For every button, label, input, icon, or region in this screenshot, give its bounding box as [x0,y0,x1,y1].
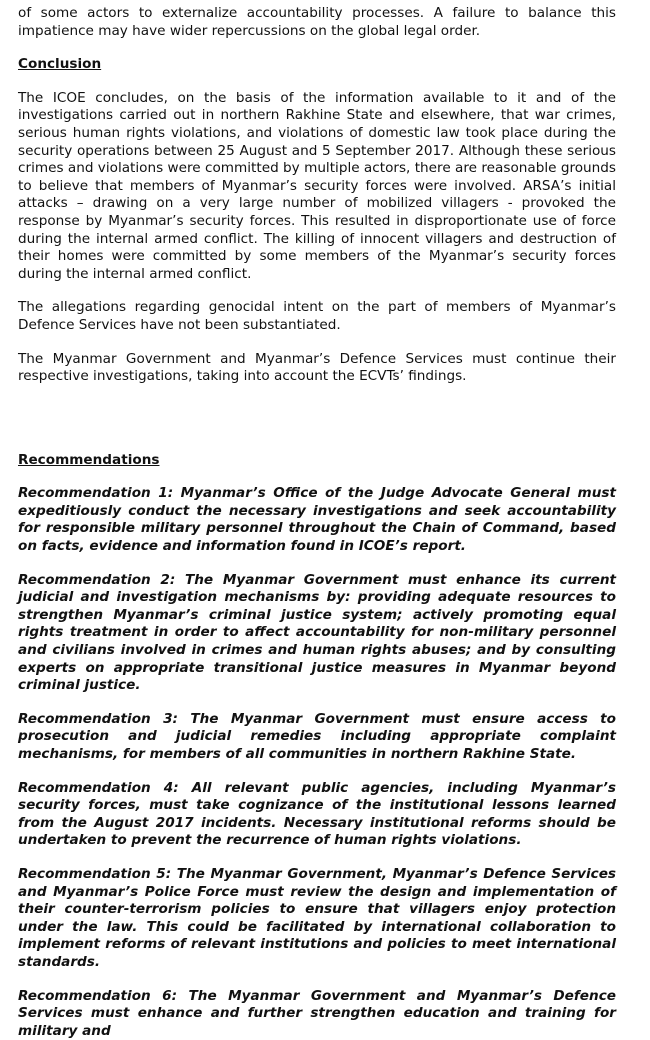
recommendations-heading: Recommendations [18,451,160,468]
recommendation-5: Recommendation 5: The Myanmar Government, Myanmar’s Defence Services and Myanmar’s Police Force must review the design and implementation of their counter-terrorism policies to ensure that villagers enjoy protection under the law. This could be facilitated by international collaboration to implement reforms of relevant institutions and policies to meet international standards. [18,865,616,970]
conclusion-paragraph-2: The allegations regarding genocidal intent on the part of members of Myanmar’s Defence Services have not been substantiated. [18,299,616,333]
conclusion-heading: Conclusion [18,56,102,73]
recommendation-6: Recommendation 6: The Myanmar Government and Myanmar’s Defence Services must enhance and further strengthen education and training for military and [18,987,616,1039]
conclusion-paragraph-3: The Myanmar Government and Myanmar’s Defence Services must continue their respective investigations, taking into account the ECVTs’ findings. [18,350,616,385]
recommendation-4: Recommendation 4: All relevant public agencies, including Myanmar’s security forces, must take cognizance of the institutional lessons learned from the August 2017 incidents. Necessary institutional reforms should be undertaken to prevent the recurrence of human rights violations. [18,779,616,849]
recommendation-3: Recommendation 3: The Myanmar Government must ensure access to prosecution and judicial remedies including appropriate complaint mechanisms, for members of all communities in northern Rakhine State. [18,710,616,762]
conclusion-paragraph-1: The ICOE concludes, on the basis of the information available to it and of the investigations carried out in northern Rakhine State and elsewhere, that war crimes, serious human rights violations, and violations of domestic law took place during the security operations between 25 August and 5 September 2017. Although these serious crimes and violations were committed by multiple actors, there are reasonable grounds to believe that members of Myanmar’s security forces were involved. ARSA’s initial attacks – drawing on a very large number of mobilized villagers - provoked the response by Myanmar’s security forces. This resulted in disproportionate use of force during the internal armed conflict. The killing of innocent villagers and destruction of their homes were committed by some members of the Myanmar’s security forces during the internal armed conflict. [18,89,616,282]
section-spacer [18,402,616,452]
intro-paragraph: of some actors to externalize accountability processes. A failure to balance this impatience may have wider repercussions on the global legal order. [18,5,616,39]
recommendation-2: Recommendation 2: The Myanmar Government must enhance its current judicial and investigation mechanisms by: providing adequate resources to strengthen Myanmar’s criminal justice system; actively promoting equal rights treatment in order to affect accountability for non-military personnel and civilians involved in crimes and human rights abuses; and by consulting experts on appropriate transitional justice measures in Myanmar beyond criminal justice. [18,571,616,694]
recommendation-1: Recommendation 1: Myanmar’s Office of the Judge Advocate General must expeditiously conduct the necessary investigations and seek accountability for responsible military personnel throughout the Chain of Command, based on facts, evidence and information found in ICOE’s report. [18,485,616,555]
